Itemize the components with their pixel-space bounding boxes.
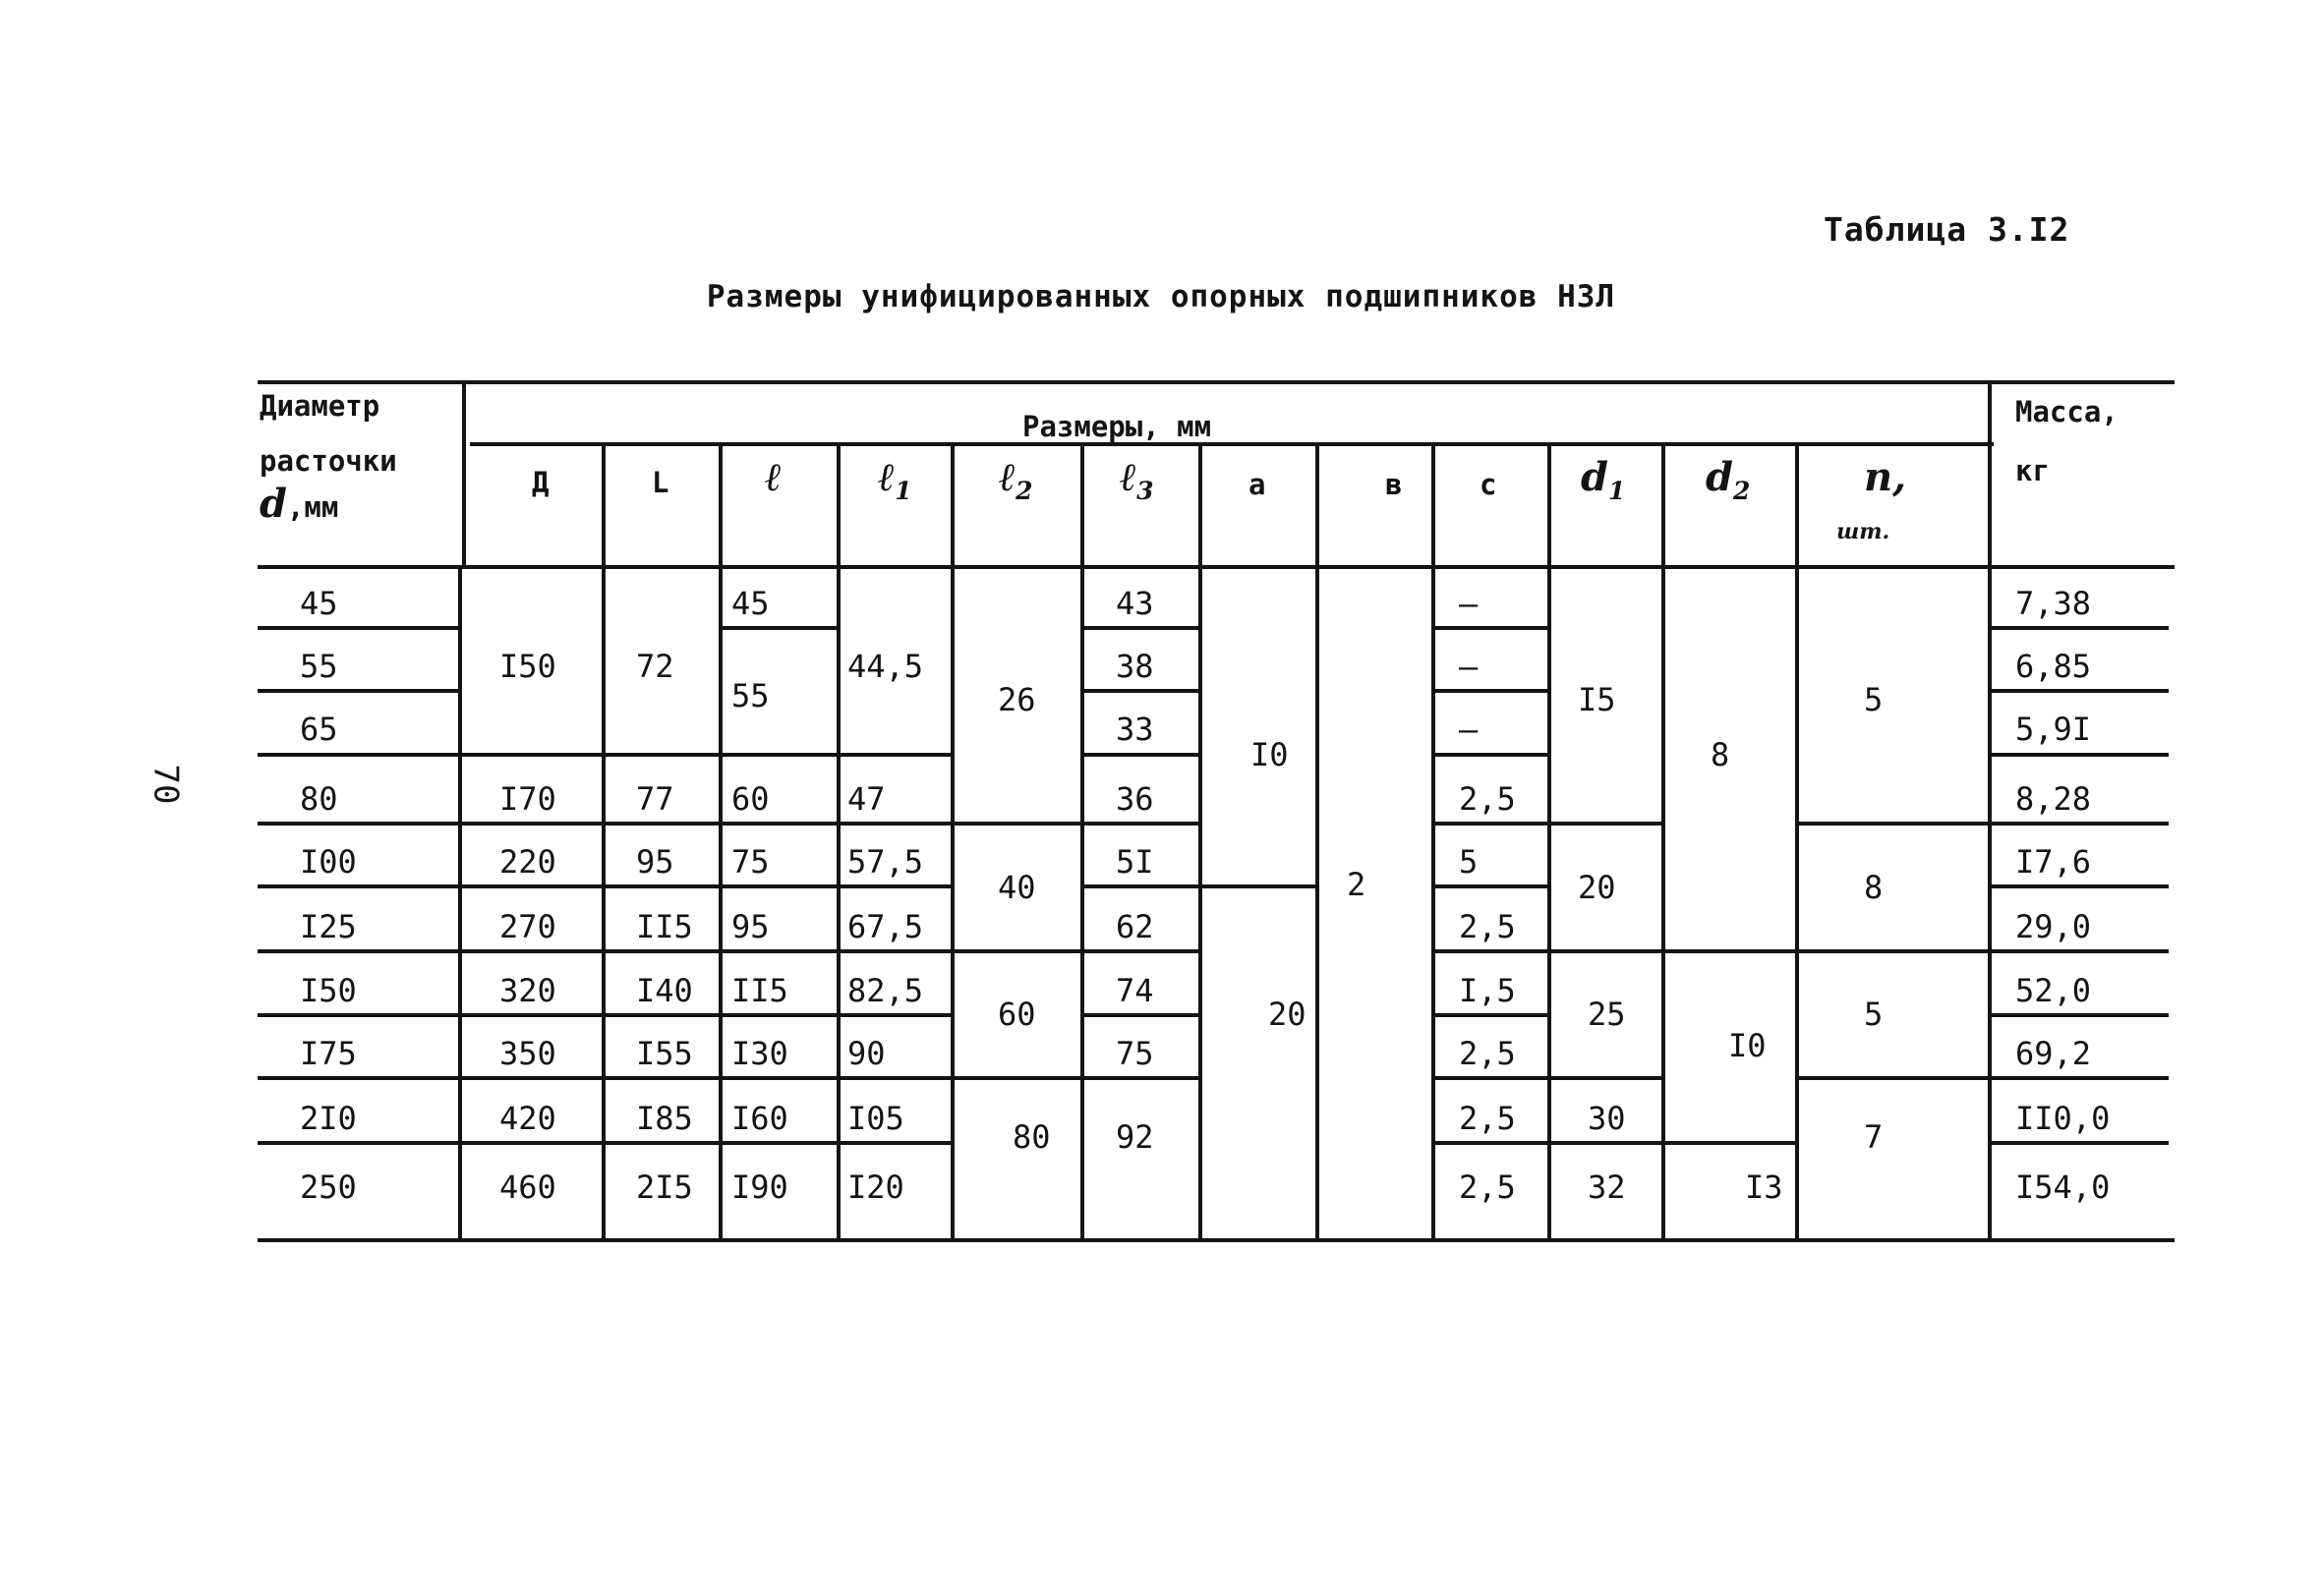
cell-D-250: 460: [499, 1168, 556, 1206]
row-55-diameter: 55: [300, 648, 338, 685]
cell-L-250: 2I5: [636, 1168, 693, 1206]
cell-mass-100: I7,6: [2015, 843, 2092, 881]
col-l3-symbol: ℓ: [1120, 454, 1137, 500]
col-d1-symbol: d: [1581, 454, 1608, 500]
cell-l-175: I30: [731, 1035, 788, 1072]
diameter-header-line1: Диаметр: [260, 389, 380, 423]
cell-d2-45-125: 8: [1711, 736, 1730, 773]
cell-l-55-65: 55: [731, 677, 770, 714]
cell-L-80: 77: [636, 780, 674, 818]
diameter-header: [260, 385, 397, 530]
row-150-diameter: I50: [300, 972, 357, 1009]
cell-l3-210-250: 92: [1116, 1118, 1154, 1156]
row-250-diameter: 250: [300, 1168, 357, 1206]
cell-L-175: I55: [636, 1035, 693, 1072]
cell-D-125: 270: [499, 908, 556, 945]
cell-l-45: 45: [731, 585, 770, 622]
row-80-diameter: 80: [300, 780, 338, 818]
cell-L-125: II5: [636, 908, 693, 945]
cell-l2-45-80: 26: [998, 681, 1036, 718]
col-l3-sub: 3: [1136, 477, 1154, 505]
cell-l-125: 95: [731, 908, 770, 945]
cell-l3-125: 62: [1116, 908, 1154, 945]
row-125-diameter: I25: [300, 908, 357, 945]
col-d2-sub: 2: [1732, 477, 1751, 505]
cell-d1-45-80: I5: [1578, 681, 1616, 718]
cell-mass-65: 5,9I: [2015, 711, 2092, 748]
cell-l-100: 75: [731, 843, 770, 881]
col-l2-header: [999, 454, 1033, 505]
diameter-unit: ,мм: [286, 490, 339, 524]
col-l3-header: [1120, 454, 1154, 505]
cell-l1-175: 90: [847, 1035, 886, 1072]
table-label: Таблица 3.I2: [1824, 210, 2070, 249]
cell-d1-150-175: 25: [1588, 996, 1626, 1033]
cell-l2-150-175: 60: [998, 996, 1036, 1033]
cell-n-210-250: 7: [1864, 1118, 1884, 1156]
cell-a-125-250: 20: [1268, 996, 1306, 1033]
cell-l3-150: 74: [1116, 972, 1154, 1009]
cell-l-250: I90: [731, 1168, 788, 1206]
cell-l-80: 60: [731, 780, 770, 818]
col-n-unit: шт.: [1836, 519, 1890, 544]
row-175-diameter: I75: [300, 1035, 357, 1072]
cell-mass-55: 6,85: [2015, 648, 2092, 685]
cell-l3-55: 38: [1116, 648, 1154, 685]
cell-D-150: 320: [499, 972, 556, 1009]
mass-header-line1: Масса,: [2015, 395, 2119, 428]
cell-l1-45-65: 44,5: [847, 648, 924, 685]
cell-c-65: –: [1459, 711, 1479, 748]
cell-v-all: 2: [1347, 866, 1366, 903]
col-L-header: L: [652, 466, 669, 499]
page-number: 70: [145, 764, 186, 805]
diameter-header-line2: расточки: [260, 443, 397, 478]
sizes-header: Размеры, мм: [1022, 410, 1212, 443]
cell-l2-100-125: 40: [998, 869, 1036, 906]
cell-l3-80: 36: [1116, 780, 1154, 818]
col-d1-sub: 1: [1607, 477, 1626, 505]
row-65-diameter: 65: [300, 711, 338, 748]
cell-c-150: I,5: [1459, 972, 1516, 1009]
cell-d1-210: 30: [1588, 1100, 1626, 1137]
diameter-symbol: d: [260, 481, 287, 527]
cell-mass-45: 7,38: [2015, 585, 2092, 622]
cell-c-100: 5: [1459, 843, 1479, 881]
col-c-header: с: [1480, 468, 1497, 501]
col-l1-header: [878, 454, 912, 505]
cell-l1-210: I05: [847, 1100, 904, 1137]
col-l1-sub: 1: [895, 477, 912, 505]
cell-mass-80: 8,28: [2015, 780, 2092, 818]
row-45-diameter: 45: [300, 585, 338, 622]
mass-header-line2: кг: [2015, 454, 2050, 487]
cell-c-55: –: [1459, 648, 1479, 685]
col-D-header: Д: [532, 466, 550, 499]
cell-c-250: 2,5: [1459, 1168, 1516, 1206]
cell-l3-175: 75: [1116, 1035, 1154, 1072]
cell-l3-45: 43: [1116, 585, 1154, 622]
cell-D-80: I70: [499, 780, 556, 818]
cell-d1-100-125: 20: [1578, 869, 1616, 906]
cell-d2-250: I3: [1745, 1168, 1783, 1206]
cell-n-150-175: 5: [1864, 996, 1884, 1033]
col-l2-symbol: ℓ: [999, 454, 1016, 500]
cell-c-125: 2,5: [1459, 908, 1516, 945]
cell-L-45-65: 72: [636, 648, 674, 685]
cell-c-175: 2,5: [1459, 1035, 1516, 1072]
cell-l1-150: 82,5: [847, 972, 924, 1009]
cell-d2-150-210: I0: [1728, 1027, 1767, 1064]
cell-l-210: I60: [731, 1100, 788, 1137]
cell-l1-125: 67,5: [847, 908, 924, 945]
cell-d1-250: 32: [1588, 1168, 1626, 1206]
cell-c-80: 2,5: [1459, 780, 1516, 818]
table-title: Размеры унифицированных опорных подшипников НЗЛ: [706, 279, 1616, 314]
cell-l3-100: 5I: [1116, 843, 1154, 881]
cell-mass-210: II0,0: [2015, 1100, 2111, 1137]
col-n-header: n,: [1864, 454, 1907, 500]
cell-mass-175: 69,2: [2015, 1035, 2092, 1072]
col-l-header: ℓ: [765, 454, 783, 500]
cell-mass-125: 29,0: [2015, 908, 2092, 945]
row-100-diameter: I00: [300, 843, 357, 881]
cell-n-100-125: 8: [1864, 869, 1884, 906]
cell-D-100: 220: [499, 843, 556, 881]
cell-L-210: I85: [636, 1100, 693, 1137]
cell-n-45-80: 5: [1864, 681, 1884, 718]
cell-c-45: –: [1459, 585, 1479, 622]
col-d1-header: [1581, 454, 1626, 505]
row-210-diameter: 2I0: [300, 1100, 357, 1137]
cell-a-45-100: I0: [1250, 736, 1289, 773]
cell-L-150: I40: [636, 972, 693, 1009]
cell-D-210: 420: [499, 1100, 556, 1137]
cell-mass-150: 52,0: [2015, 972, 2092, 1009]
cell-l1-100: 57,5: [847, 843, 924, 881]
col-l1-symbol: ℓ: [878, 454, 896, 500]
col-a-header: а: [1248, 468, 1266, 501]
cell-mass-250: I54,0: [2015, 1168, 2111, 1206]
cell-D-175: 350: [499, 1035, 556, 1072]
col-v-header: в: [1385, 468, 1403, 501]
cell-c-210: 2,5: [1459, 1100, 1516, 1137]
cell-l2-210-250: 80: [1013, 1118, 1051, 1156]
cell-D-45-65: I50: [499, 648, 556, 685]
cell-l1-80: 47: [847, 780, 886, 818]
cell-l3-65: 33: [1116, 711, 1154, 748]
cell-l1-250: I20: [847, 1168, 904, 1206]
cell-L-100: 95: [636, 843, 674, 881]
col-d2-header: [1706, 454, 1751, 505]
col-l2-sub: 2: [1016, 477, 1033, 505]
col-d2-symbol: d: [1706, 454, 1733, 500]
cell-l-150: II5: [731, 972, 788, 1009]
diameter-header-symbol: [260, 481, 397, 530]
